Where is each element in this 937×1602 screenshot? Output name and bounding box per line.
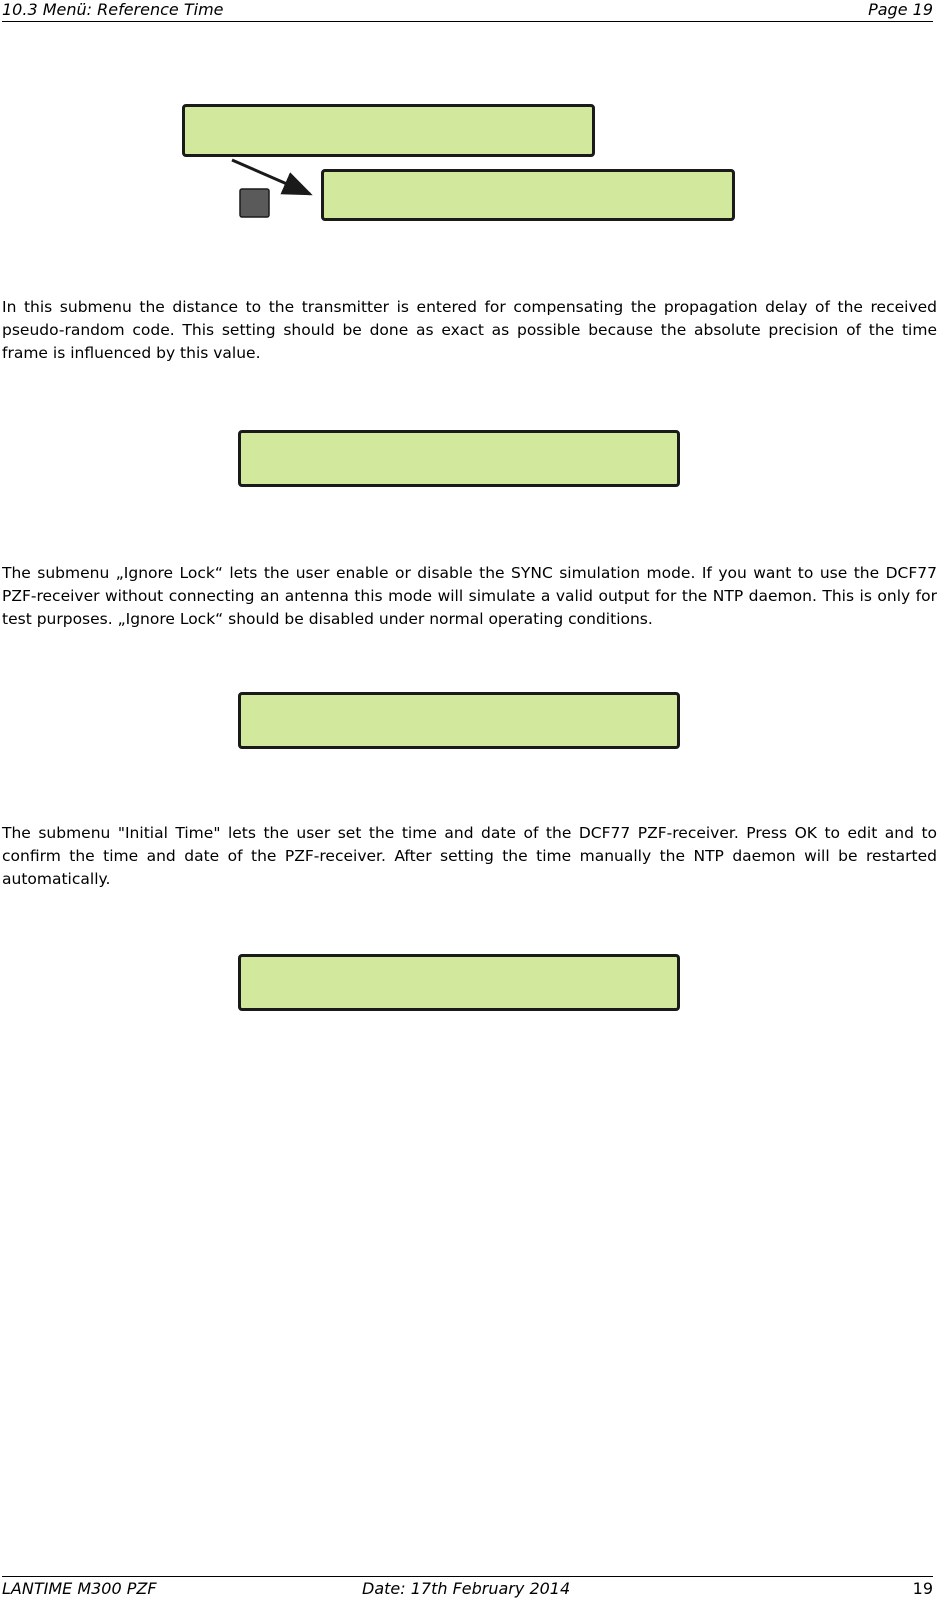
lcd-display-initial-time <box>238 692 680 749</box>
page-footer <box>2 1576 933 1601</box>
lcd-display-distance <box>321 169 735 221</box>
footer-page-number: 19 <box>912 1579 933 1598</box>
footer-date: Date: 17th February 2014 <box>362 1579 571 1598</box>
initial-time-description: The submenu "Initial Time" lets the user set the time and date of the DCF77 PZF-receiver. Press OK to edit and to confirm the time and date of the PZF-receiver. After setting the time manually the NTP daemon will be restarted automatically. <box>2 824 937 888</box>
footer-product: LANTIME M300 PZF <box>2 1579 157 1598</box>
header-section-title: 10.3 Menü: Reference Time <box>2 0 224 19</box>
lcd-display-time-entry <box>238 954 680 1011</box>
lcd-display-ignore-lock <box>238 430 680 487</box>
ok-key-icon <box>240 189 269 217</box>
header-page-label: Page 19 <box>868 0 933 19</box>
ignore-lock-description: The submenu „Ignore Lock“ lets the user enable or disable the SYNC simulation mode. If you want to use the DCF77 PZF-receiver without connecting an antenna this mode will simulate a valid output for the NTP daemon. This is only for test purposes. „Ignore Lock“ should be disabled under normal operating conditions. <box>2 564 937 628</box>
distance-description: In this submenu the distance to the transmitter is entered for compensating the propagation delay of the received pseudo-random code. This setting should be done as exact as possible because the absolute precision of the time frame is influenced by this value. <box>2 298 937 362</box>
